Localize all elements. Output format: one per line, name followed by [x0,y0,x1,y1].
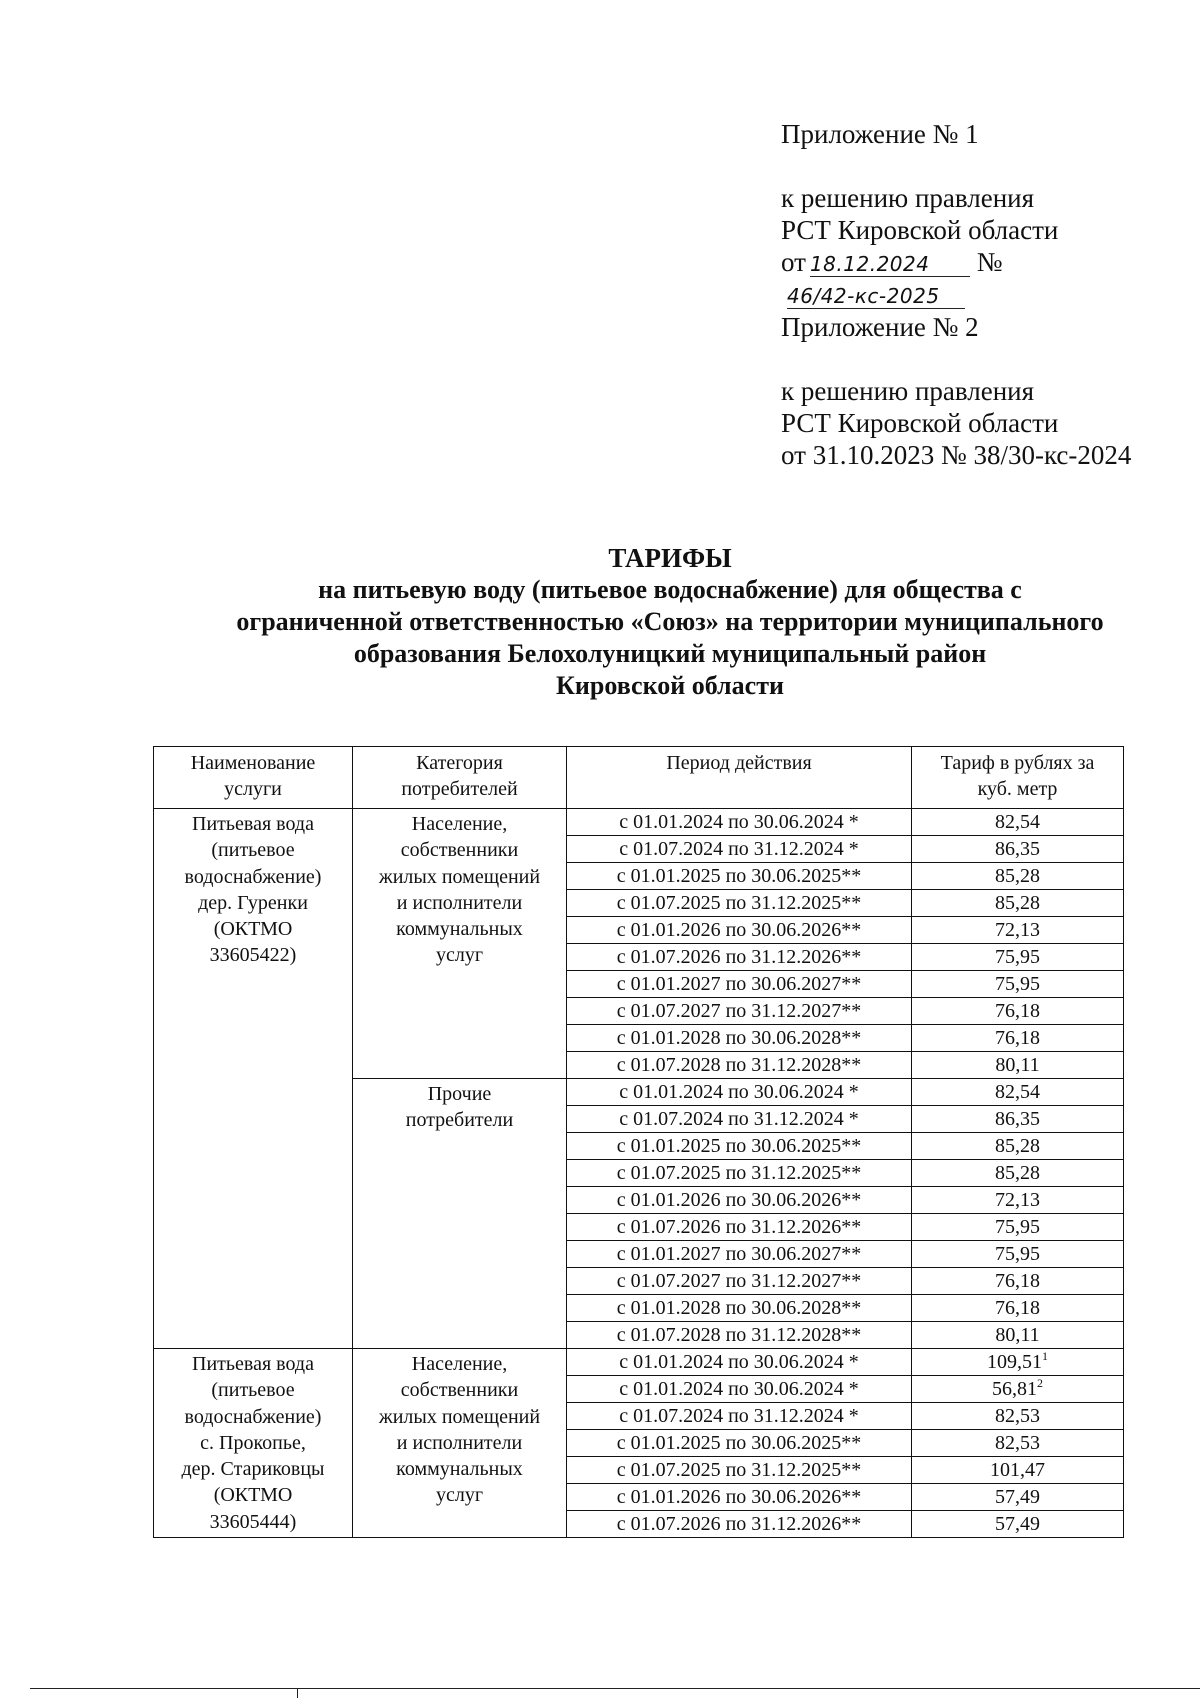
category-text: Прочие потребители [405,1083,514,1132]
tariff-value-cell [912,1079,1124,1106]
period-cell: с 01.01.2024 по 30.06.2024 * [567,1376,912,1403]
tariff-value-cell [912,1322,1124,1349]
decision-number-prefix: № [976,247,1003,277]
period-cell: с 01.07.2026 по 31.12.2026** [567,1511,912,1538]
tariff-footnote-mark: 1 [1042,1349,1048,1363]
tariff-value-cell [912,971,1124,998]
period-cell: с 01.01.2026 по 30.06.2026** [567,1187,912,1214]
tariff-value-cell [912,863,1124,890]
tariff-value: 56,81 [992,1378,1037,1400]
header-service [154,747,353,809]
tariff-value-cell [912,1430,1124,1457]
service-name-text: Питьевая вода (питьевое водоснабжение) дер. Гуренки (ОКТМО 33605422) [184,813,322,967]
header-period [567,747,912,809]
tariff-value-cell [912,1457,1124,1484]
period-cell: с 01.07.2026 по 31.12.2026** [567,944,912,971]
tariff-value-cell [912,1484,1124,1511]
tariff-value: 82,54 [995,811,1040,833]
appendix-2-line1: к решению правления [781,376,1035,406]
appendix-1-line1: к решению правления [781,183,1035,213]
tariff-value: 101,47 [990,1459,1045,1481]
table-row [154,1349,1124,1376]
tariff-value: 85,28 [995,892,1040,914]
tariff-value-cell [912,1133,1124,1160]
tariff-value: 85,28 [995,1162,1040,1184]
tariff-value-cell [912,1295,1124,1322]
footer-divider-tick [297,1688,298,1698]
tariff-value-cell [912,998,1124,1025]
appendix-1-line2: РСТ Кировской области [781,215,1059,245]
service-name-text: Питьевая вода (питьевое водоснабжение) с. Прокопье, дер. Стариковцы (ОКТМО 33605444) [181,1353,325,1533]
tariff-value-cell [912,1268,1124,1295]
header-category [353,747,567,809]
period-cell: с 01.01.2028 по 30.06.2028** [567,1295,912,1322]
tariff-footnote-mark: 2 [1037,1376,1043,1390]
category-cell [353,1079,567,1349]
appendix-1-decision [781,246,1181,310]
tariff-table-body [154,809,1124,1538]
tariff-value: 76,18 [995,1270,1040,1292]
appendix-2-title: Приложение № 2 [781,312,979,342]
heading-line4: Кировской области [556,671,784,700]
period-cell: с 01.01.2025 по 30.06.2025** [567,1133,912,1160]
tariff-value: 76,18 [995,1000,1040,1022]
tariff-value-cell [912,1106,1124,1133]
tariff-value-cell [912,1214,1124,1241]
tariff-value-cell [912,809,1124,836]
tariff-value-cell [912,1376,1124,1403]
period-cell: с 01.07.2024 по 31.12.2024 * [567,836,912,863]
table-row [154,809,1124,836]
tariff-value: 57,49 [995,1486,1040,1508]
tariff-value: 86,35 [995,1108,1040,1130]
header-tariff-text: Тариф в рублях за куб. метр [940,752,1095,800]
tariff-value-cell [912,944,1124,971]
appendix-2-block [781,311,1181,471]
tariff-value: 85,28 [995,1135,1040,1157]
tariff-value: 72,13 [995,1189,1040,1211]
tariff-value-cell [912,836,1124,863]
tariff-value-cell [912,1160,1124,1187]
period-cell: с 01.07.2028 по 31.12.2028** [567,1322,912,1349]
tariff-value-cell [912,917,1124,944]
tariff-value: 82,54 [995,1081,1040,1103]
period-cell: с 01.01.2027 по 30.06.2027** [567,971,912,998]
period-cell: с 01.07.2026 по 31.12.2026** [567,1214,912,1241]
tariff-value: 75,95 [995,1243,1040,1265]
appendix-2-line2: РСТ Кировской области [781,408,1059,438]
tariff-value: 109,51 [987,1351,1042,1373]
period-cell: с 01.01.2026 по 30.06.2026** [567,917,912,944]
tariff-value-cell [912,1241,1124,1268]
heading-title: ТАРИФЫ [608,543,732,573]
period-cell: с 01.07.2028 по 31.12.2028** [567,1052,912,1079]
tariff-value: 75,95 [995,946,1040,968]
period-cell: с 01.07.2025 по 31.12.2025** [567,1160,912,1187]
table-header-row [154,747,1124,809]
service-name-cell [154,809,353,1349]
header-period-text: Период действия [666,752,812,774]
tariff-value-cell [912,1025,1124,1052]
period-cell: с 01.07.2027 по 31.12.2027** [567,998,912,1025]
decision-from-prefix: от [781,247,806,277]
tariff-value: 76,18 [995,1027,1040,1049]
tariff-value-cell [912,1187,1124,1214]
header-category-text: Категория потребителей [401,752,518,800]
tariff-value-cell [912,1403,1124,1430]
tariff-value: 80,11 [995,1054,1040,1076]
period-cell: с 01.07.2024 по 31.12.2024 * [567,1403,912,1430]
heading-line2: ограниченной ответственностью «Союз» на территории муниципального [236,607,1104,636]
decision-number-handwritten: 46/42-кс-2025 [787,284,965,309]
period-cell: с 01.07.2025 по 31.12.2025** [567,890,912,917]
footer-divider [30,1688,1200,1689]
period-cell: с 01.01.2025 по 30.06.2025** [567,1430,912,1457]
period-cell: с 01.01.2026 по 30.06.2026** [567,1484,912,1511]
tariff-value-cell [912,1511,1124,1538]
category-text: Население, собственники жилых помещений и исполнители коммунальных услуг [378,813,541,967]
tariff-value: 86,35 [995,838,1040,860]
header-service-text: Наименование услуги [190,752,316,800]
period-cell: с 01.01.2027 по 30.06.2027** [567,1241,912,1268]
service-name-cell [154,1349,353,1538]
period-cell: с 01.01.2028 по 30.06.2028** [567,1025,912,1052]
tariff-value: 80,11 [995,1324,1040,1346]
heading-line1: на питьевую воду (питьевое водоснабжение) для общества с [318,575,1022,604]
period-cell: с 01.01.2024 по 30.06.2024 * [567,1079,912,1106]
tariff-value: 76,18 [995,1297,1040,1319]
period-cell: с 01.07.2027 по 31.12.2027** [567,1268,912,1295]
tariff-value-cell [912,890,1124,917]
period-cell: с 01.07.2024 по 31.12.2024 * [567,1106,912,1133]
period-cell: с 01.01.2024 по 30.06.2024 * [567,809,912,836]
tariff-value-cell [912,1052,1124,1079]
header-tariff [912,747,1124,809]
heading-line3: образования Белохолуницкий муниципальный район [353,639,987,668]
category-cell [353,809,567,1079]
period-cell: с 01.07.2025 по 31.12.2025** [567,1457,912,1484]
appendix-1-block [781,118,1181,310]
tariff-value: 57,49 [995,1513,1040,1535]
tariff-value: 72,13 [995,919,1040,941]
tariff-value: 85,28 [995,865,1040,887]
category-cell [353,1349,567,1538]
period-cell: с 01.01.2025 по 30.06.2025** [567,863,912,890]
period-cell: с 01.01.2024 по 30.06.2024 * [567,1349,912,1376]
tariff-table [153,746,1124,1538]
tariff-value: 82,53 [995,1432,1040,1454]
appendix-2-line3: от 31.10.2023 № 38/30-кс-2024 [781,440,1132,470]
decision-date-handwritten: 18.12.2024 [810,252,970,277]
document-heading [130,542,1200,702]
category-text: Население, собственники жилых помещений и исполнители коммунальных услуг [378,1353,541,1507]
tariff-value: 82,53 [995,1405,1040,1427]
tariff-value-cell [912,1349,1124,1376]
appendix-1-title: Приложение № 1 [781,119,979,149]
tariff-value: 75,95 [995,1216,1040,1238]
tariff-value: 75,95 [995,973,1040,995]
